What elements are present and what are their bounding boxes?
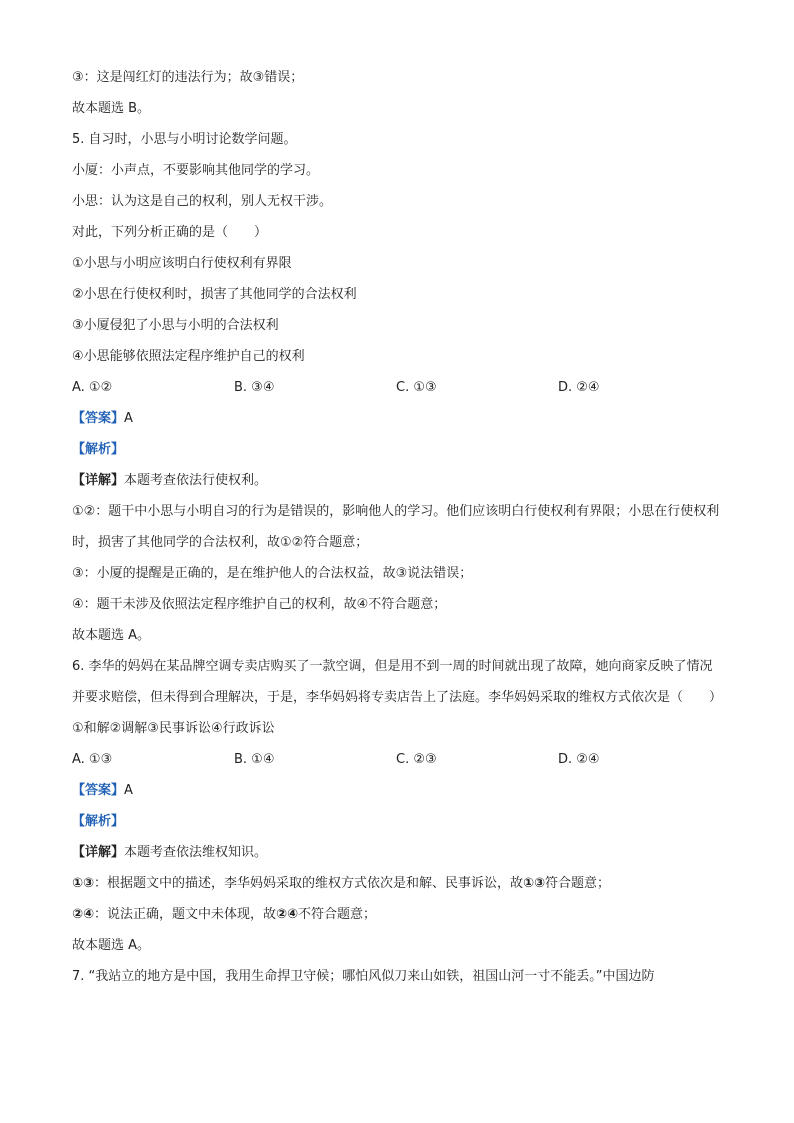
q5-item-2: ②小思在行使权利时，损害了其他同学的合法权利 [72,287,357,302]
q6-explanation-2 [72,899,724,930]
explanation-lead: ②④ [72,907,95,922]
q6-explanation-1 [72,868,724,899]
explanation-text: ：说法正确，题文中未体现，故 [94,907,277,922]
q5-explanation-3: ④：题干未涉及依照法定程序维护自己的权利，故④不符合题意； [72,597,447,612]
q5-conclusion: 故本题选 A。 [72,628,151,643]
q6-option-d: D. ②④ [558,752,600,767]
q6-items: ①和解②调解③民事诉讼④行政诉讼 [72,721,275,736]
q5-dialog-2: 小思：认为这是自己的权利，别人无权干涉。 [72,194,333,209]
q6-option-c: C. ②③ [396,752,437,767]
q6-option-b: B. ①④ [234,752,275,767]
q5-option-c: C. ①③ [396,380,437,395]
q5-answer [72,403,724,434]
q7-stem: 7. “我站立的地方是中国，我用生命捍卫守候；哪怕风似刀来山如铁，祖国山河一寸不能丢。”中国边防 [72,969,655,984]
q5-item-4: ④小思能够依照法定程序维护自己的权利 [72,349,305,364]
document-page [72,62,724,992]
explanation-text: ：根据题文中的描述，李华妈妈采取的维权方式依次是和解、民事诉讼，故 [94,876,524,891]
q5-analysis [72,434,724,465]
q5-dialog-1: 小厦：小声点，不要影响其他同学的学习。 [72,163,320,178]
detail-tag: 【详解】 [72,845,125,860]
q6-options [72,744,724,775]
q5-explanation-1: ①②：题干中小思与小明自习的行为是错误的，影响他人的学习。他们应该明白行使权利有界限；小思在行使权利时，损害了其他同学的合法权利，故①②符合题意； [72,504,720,550]
q5-option-d: D. ②④ [558,380,600,395]
explanation-tail: 符合题意； [545,876,611,891]
explanation-tail: 不符合题意； [298,907,377,922]
answer-tag: 【答案】 [72,783,125,798]
q5-item-1: ①小思与小明应该明白行使权利有界限 [72,256,292,271]
q6-analysis [72,806,724,837]
q5-item-3: ③小厦侵犯了小思与小明的合法权利 [72,318,279,333]
q5-detail [72,465,724,496]
q6-conclusion: 故本题选 A。 [72,938,151,953]
q5-explanation-2: ③：小厦的提醒是正确的，是在维护他人的合法权益，故③说法错误； [72,566,473,581]
detail-tag: 【详解】 [72,473,125,488]
q5-options [72,372,724,403]
q6-detail [72,837,724,868]
explanation-lead: ①③ [72,876,95,891]
q4-conclusion: 故本题选 B。 [72,101,151,116]
explanation-lead-2: ①③ [523,876,546,891]
answer-tag: 【答案】 [72,411,125,426]
detail-text: 本题考查依法行使权利。 [124,473,268,488]
q4-explanation-3: ③：这是闯红灯的违法行为；故③错误； [72,70,304,85]
analysis-tag: 【解析】 [72,814,125,829]
detail-text: 本题考查依法维权知识。 [124,845,268,860]
analysis-tag: 【解析】 [72,442,125,457]
answer-value: A [124,411,133,426]
q6-stem: 6. 李华的妈妈在某品牌空调专卖店购买了一款空调，但是用不到一周的时间就出现了故障，她向商家反映了情况并要求赔偿，但未得到合理解决，于是，李华妈妈将专卖店告上了法庭。李华妈妈采取的维权方式依次是（ ） [72,659,723,705]
q5-question: 对此，下列分析正确的是（ ） [72,225,268,240]
q5-stem: 5. 自习时，小思与小明讨论数学问题。 [72,132,297,147]
explanation-lead-2: ②④ [276,907,299,922]
answer-value: A [124,783,133,798]
q5-option-a: A. ①② [72,380,113,395]
q6-answer [72,775,724,806]
q5-option-b: B. ③④ [234,380,275,395]
q6-option-a: A. ①③ [72,752,113,767]
